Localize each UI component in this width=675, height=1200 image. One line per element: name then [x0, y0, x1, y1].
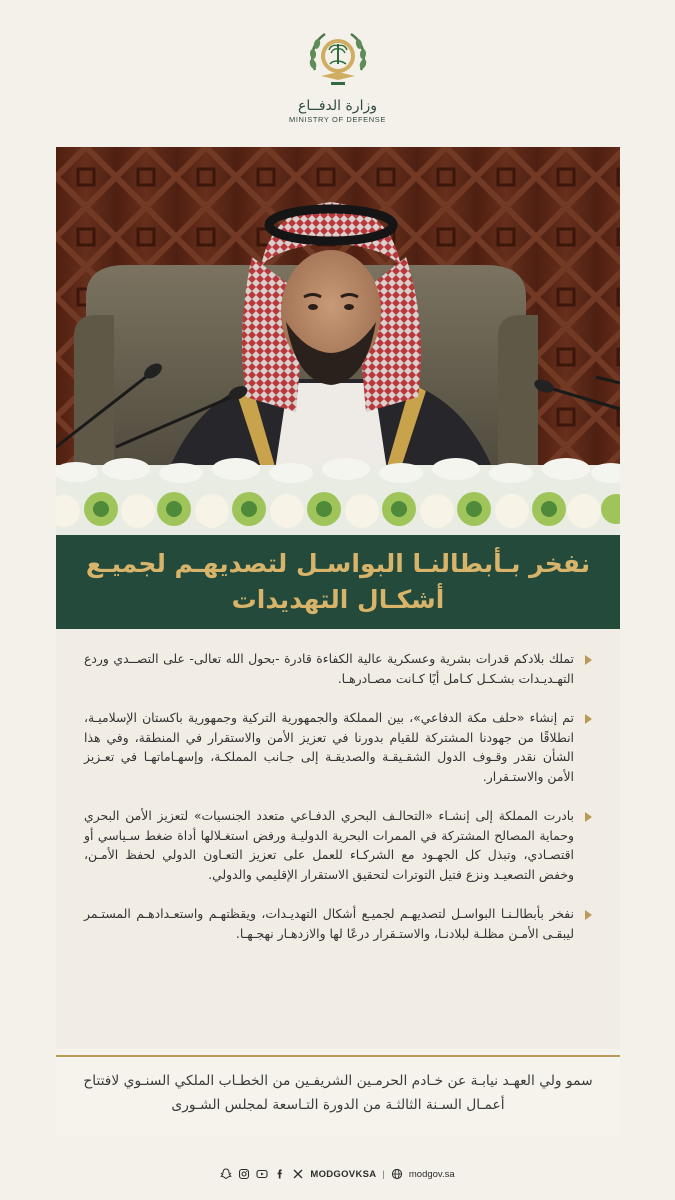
paragraph	[84, 806, 592, 884]
footer-separator: |	[382, 1168, 385, 1180]
statement-card	[56, 147, 620, 1137]
bullet-triangle-icon	[585, 910, 592, 920]
facebook-icon[interactable]	[274, 1168, 286, 1180]
social-footer	[0, 1164, 675, 1184]
website-link[interactable]: modgov.sa	[408, 1168, 455, 1180]
ministry-name-arabic: وزارة الدفــاع	[298, 98, 377, 114]
youtube-icon[interactable]	[256, 1168, 268, 1180]
source-attribution: سمو ولي العهـد نيابـة عن خـادم الحرمـين الشريفـين من الخطـاب الملكي السنـوي لافتتاح أعمـال السـنة الثالثـة من الدورة التـاسعة لمجلس الشـورى	[83, 1073, 593, 1113]
globe-icon	[391, 1168, 403, 1180]
paragraph	[84, 708, 592, 786]
ministry-logo	[0, 26, 675, 124]
paragraph-text: نفخر بأبطالـنـا البواسـل لتصديهـم لجميـع أشكال التهديـدات، ويقظتهـم واستعـدادهـم المستـمر ليبقـى الأمـن مظلـة لبلادنـا، والاستـقرار درعًا لها والازدهـار نهجـهـا.	[84, 906, 574, 941]
snapchat-icon[interactable]	[220, 1168, 232, 1180]
x-icon[interactable]	[292, 1168, 304, 1180]
headline-banner	[56, 535, 620, 629]
ministry-name-english: MINISTRY OF DEFENSE	[289, 115, 386, 124]
bullet-triangle-icon	[585, 714, 592, 724]
ministry-emblem-icon	[301, 26, 375, 96]
bullet-triangle-icon	[585, 655, 592, 665]
statement-body	[56, 629, 620, 1049]
paragraph-text: تم إنشاء «حلف مكة الدفاعي»، بين المملكة والجمهورية التركية وجمهورية باكستان الإسلاميـة، انطلاقًا من جهودنا المشتركة للقيام بدورنا في تعزيز الأمن والاستقرار في المنطقة، وفي هذا الشأن نقدر وقـوف الدول الشقـيقـة والصديقـة إلى جـانب المملكـة، وإسهـاماتهـا في تعـزيز الأمن والاستـقرار.	[84, 710, 574, 784]
social-handle[interactable]: MODGOVKSA	[310, 1168, 377, 1180]
headline-text: نفخر بـأبطالنـا البواسـل لتصديهـم لجميـع أشكـال التهديدات	[85, 549, 591, 614]
paragraph	[84, 904, 592, 943]
crown-prince-photo	[56, 147, 620, 535]
paragraph	[84, 649, 592, 688]
bullet-triangle-icon	[585, 812, 592, 822]
gold-divider	[56, 1055, 620, 1057]
instagram-icon[interactable]	[238, 1168, 250, 1180]
paragraph-text: تملك بلادكم قدرات بشرية وعسكرية عالية الكفاءة قادرة -بحول الله تعالى- على التصــدي وردع التهـديـدات بشـكـل كـامل أيًا كـانت مصـادرهـا.	[84, 651, 574, 686]
paragraph-text: بادرت المملكة إلى إنشـاء «التحالـف البحري الدفـاعي متعدد الجنسيات» لتعزيز الأمن البحري وحماية المصالح المشتركة في الممرات البحرية الدوليـة ورفض استغـلالها أداة ضغط سـياسي أو اقتصـادي، وتبذل كل الجهـود مع الشركـاء للعمل على تعزيز التعـاون الدولي لحفظ الأمـن، وخفض التصعيـد ونزع فتيل التوترات لتحقيق الاستقرار الإقليمي والدولي.	[84, 808, 574, 882]
photo-illustration	[56, 147, 620, 535]
